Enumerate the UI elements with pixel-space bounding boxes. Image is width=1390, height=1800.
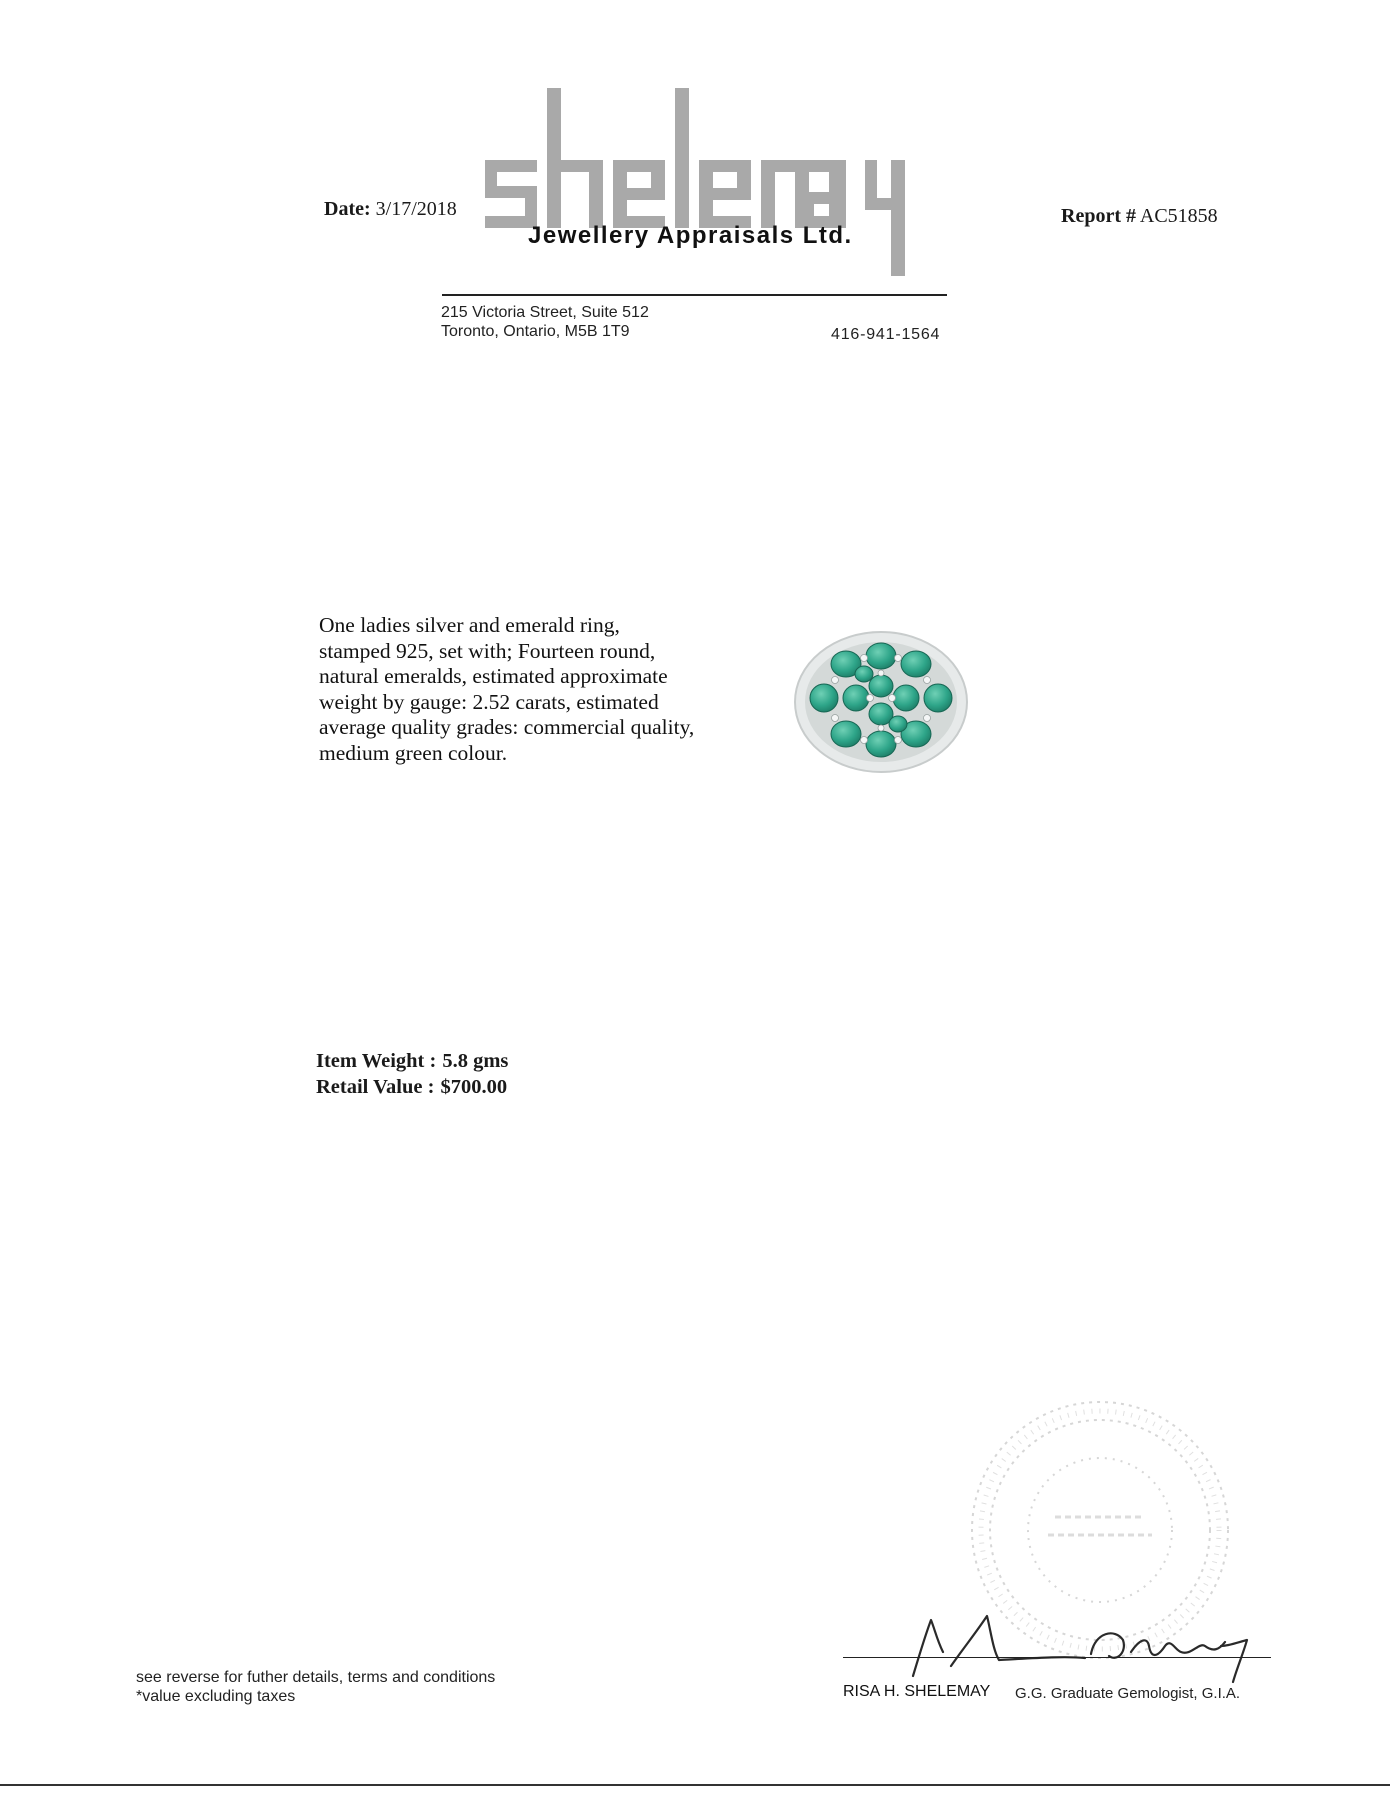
date-label: Date: xyxy=(324,198,371,220)
page-bottom-rule xyxy=(0,1784,1390,1786)
handwritten-signature-icon xyxy=(895,1606,1265,1686)
item-weight-label: Item Weight : xyxy=(316,1050,437,1072)
item-description xyxy=(319,613,779,766)
address-line-1: 215 Victoria Street, Suite 512 xyxy=(441,304,649,321)
retail-value-line xyxy=(316,1076,507,1099)
date-line xyxy=(324,198,457,221)
item-weight-line xyxy=(316,1050,508,1073)
address-line-2: Toronto, Ontario, M5B 1T9 xyxy=(441,323,630,340)
report-line xyxy=(1061,205,1218,228)
description-line: weight by gauge: 2.52 carats, estimated xyxy=(319,689,659,714)
footer-note xyxy=(136,1668,495,1706)
date-value: 3/17/2018 xyxy=(375,198,457,220)
report-label: Report # xyxy=(1061,205,1136,227)
emerald-ring-photo xyxy=(790,628,972,776)
signature-line xyxy=(843,1657,1271,1658)
tax-note: *value excluding taxes xyxy=(136,1688,296,1705)
terms-note: see reverse for futher details, terms and conditions xyxy=(136,1669,496,1686)
phone-number: 416-941-1564 xyxy=(831,326,941,343)
logo-letter-a xyxy=(802,160,846,228)
signer-title: G.G. Graduate Gemologist, G.I.A. xyxy=(1015,1685,1241,1702)
description-line: medium green colour. xyxy=(319,740,508,765)
logo-letters-ay xyxy=(847,160,905,276)
address-block xyxy=(441,303,649,341)
description-line: stamped 925, set with; Fourteen round, xyxy=(319,638,656,663)
report-number: AC51858 xyxy=(1139,205,1218,227)
description-line: average quality grades: commercial quality, xyxy=(319,715,695,739)
description-line: One ladies silver and emerald ring, xyxy=(319,613,620,637)
retail-value-label: Retail Value : xyxy=(316,1076,435,1098)
logo-subtitle: Jewellery Appraisals Ltd. xyxy=(528,222,853,249)
header-divider xyxy=(442,294,947,296)
description-line: natural emeralds, estimated approximate xyxy=(319,664,668,688)
signer-name: RISA H. SHELEMAY xyxy=(843,1683,991,1700)
retail-value-amount: $700.00 xyxy=(440,1076,508,1098)
item-weight-value: 5.8 gms xyxy=(442,1050,509,1072)
